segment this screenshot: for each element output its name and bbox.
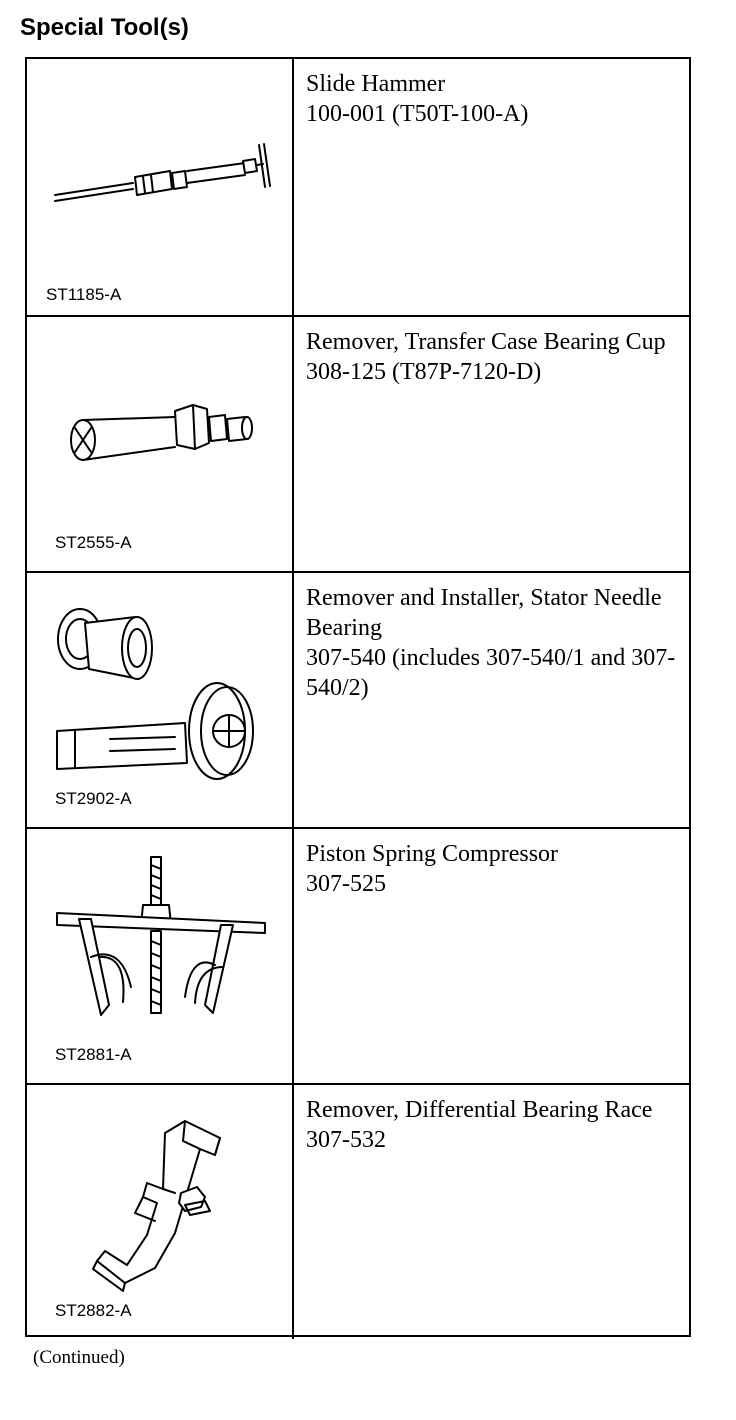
special-tools-table [25, 57, 691, 1337]
tool-name: Slide Hammer [306, 71, 446, 97]
tool-description [306, 1095, 686, 1155]
image-code-label: ST1185-A [46, 285, 122, 304]
table-row [27, 571, 689, 827]
tool-number: 307-525 [306, 871, 386, 897]
tool-image-cell [27, 573, 294, 827]
differential-race-remover-illustration [35, 1093, 285, 1293]
tool-number: 307-532 [306, 1127, 386, 1153]
table-row [27, 1083, 689, 1339]
table-row [27, 827, 689, 1083]
tool-image-cell [27, 829, 294, 1083]
continued-note: (Continued) [33, 1347, 125, 1368]
tool-name: Remover and Installer, Stator Needle Bearing [306, 585, 662, 641]
tool-image-cell [27, 59, 294, 315]
tool-number: 100-001 (T50T-100-A) [306, 101, 529, 127]
page-title: Special Tool(s) [20, 14, 189, 41]
tool-number: 308-125 (T87P-7120-D) [306, 359, 542, 385]
tool-name: Piston Spring Compressor [306, 841, 559, 867]
tool-name: Remover, Transfer Case Bearing Cup [306, 329, 666, 355]
tool-description [306, 839, 686, 899]
tool-image-cell [27, 317, 294, 571]
tool-number: 307-540 (includes 307-540/1 and 307-540/2) [306, 645, 676, 701]
tool-description [306, 327, 686, 387]
image-code-label: ST2881-A [55, 1045, 132, 1064]
tool-description [306, 583, 686, 703]
stator-bearing-tool-illustration [35, 581, 285, 781]
bearing-cup-remover-illustration [35, 325, 285, 525]
tool-image-cell [27, 1085, 294, 1339]
tool-description [306, 69, 686, 129]
slide-hammer-illustration [35, 67, 285, 267]
image-code-label: ST2882-A [55, 1301, 132, 1320]
piston-spring-compressor-illustration [35, 837, 285, 1037]
tool-name: Remover, Differential Bearing Race [306, 1097, 653, 1123]
table-row [27, 59, 689, 315]
image-code-label: ST2555-A [55, 533, 132, 552]
table-row [27, 315, 689, 571]
image-code-label: ST2902-A [55, 789, 132, 808]
